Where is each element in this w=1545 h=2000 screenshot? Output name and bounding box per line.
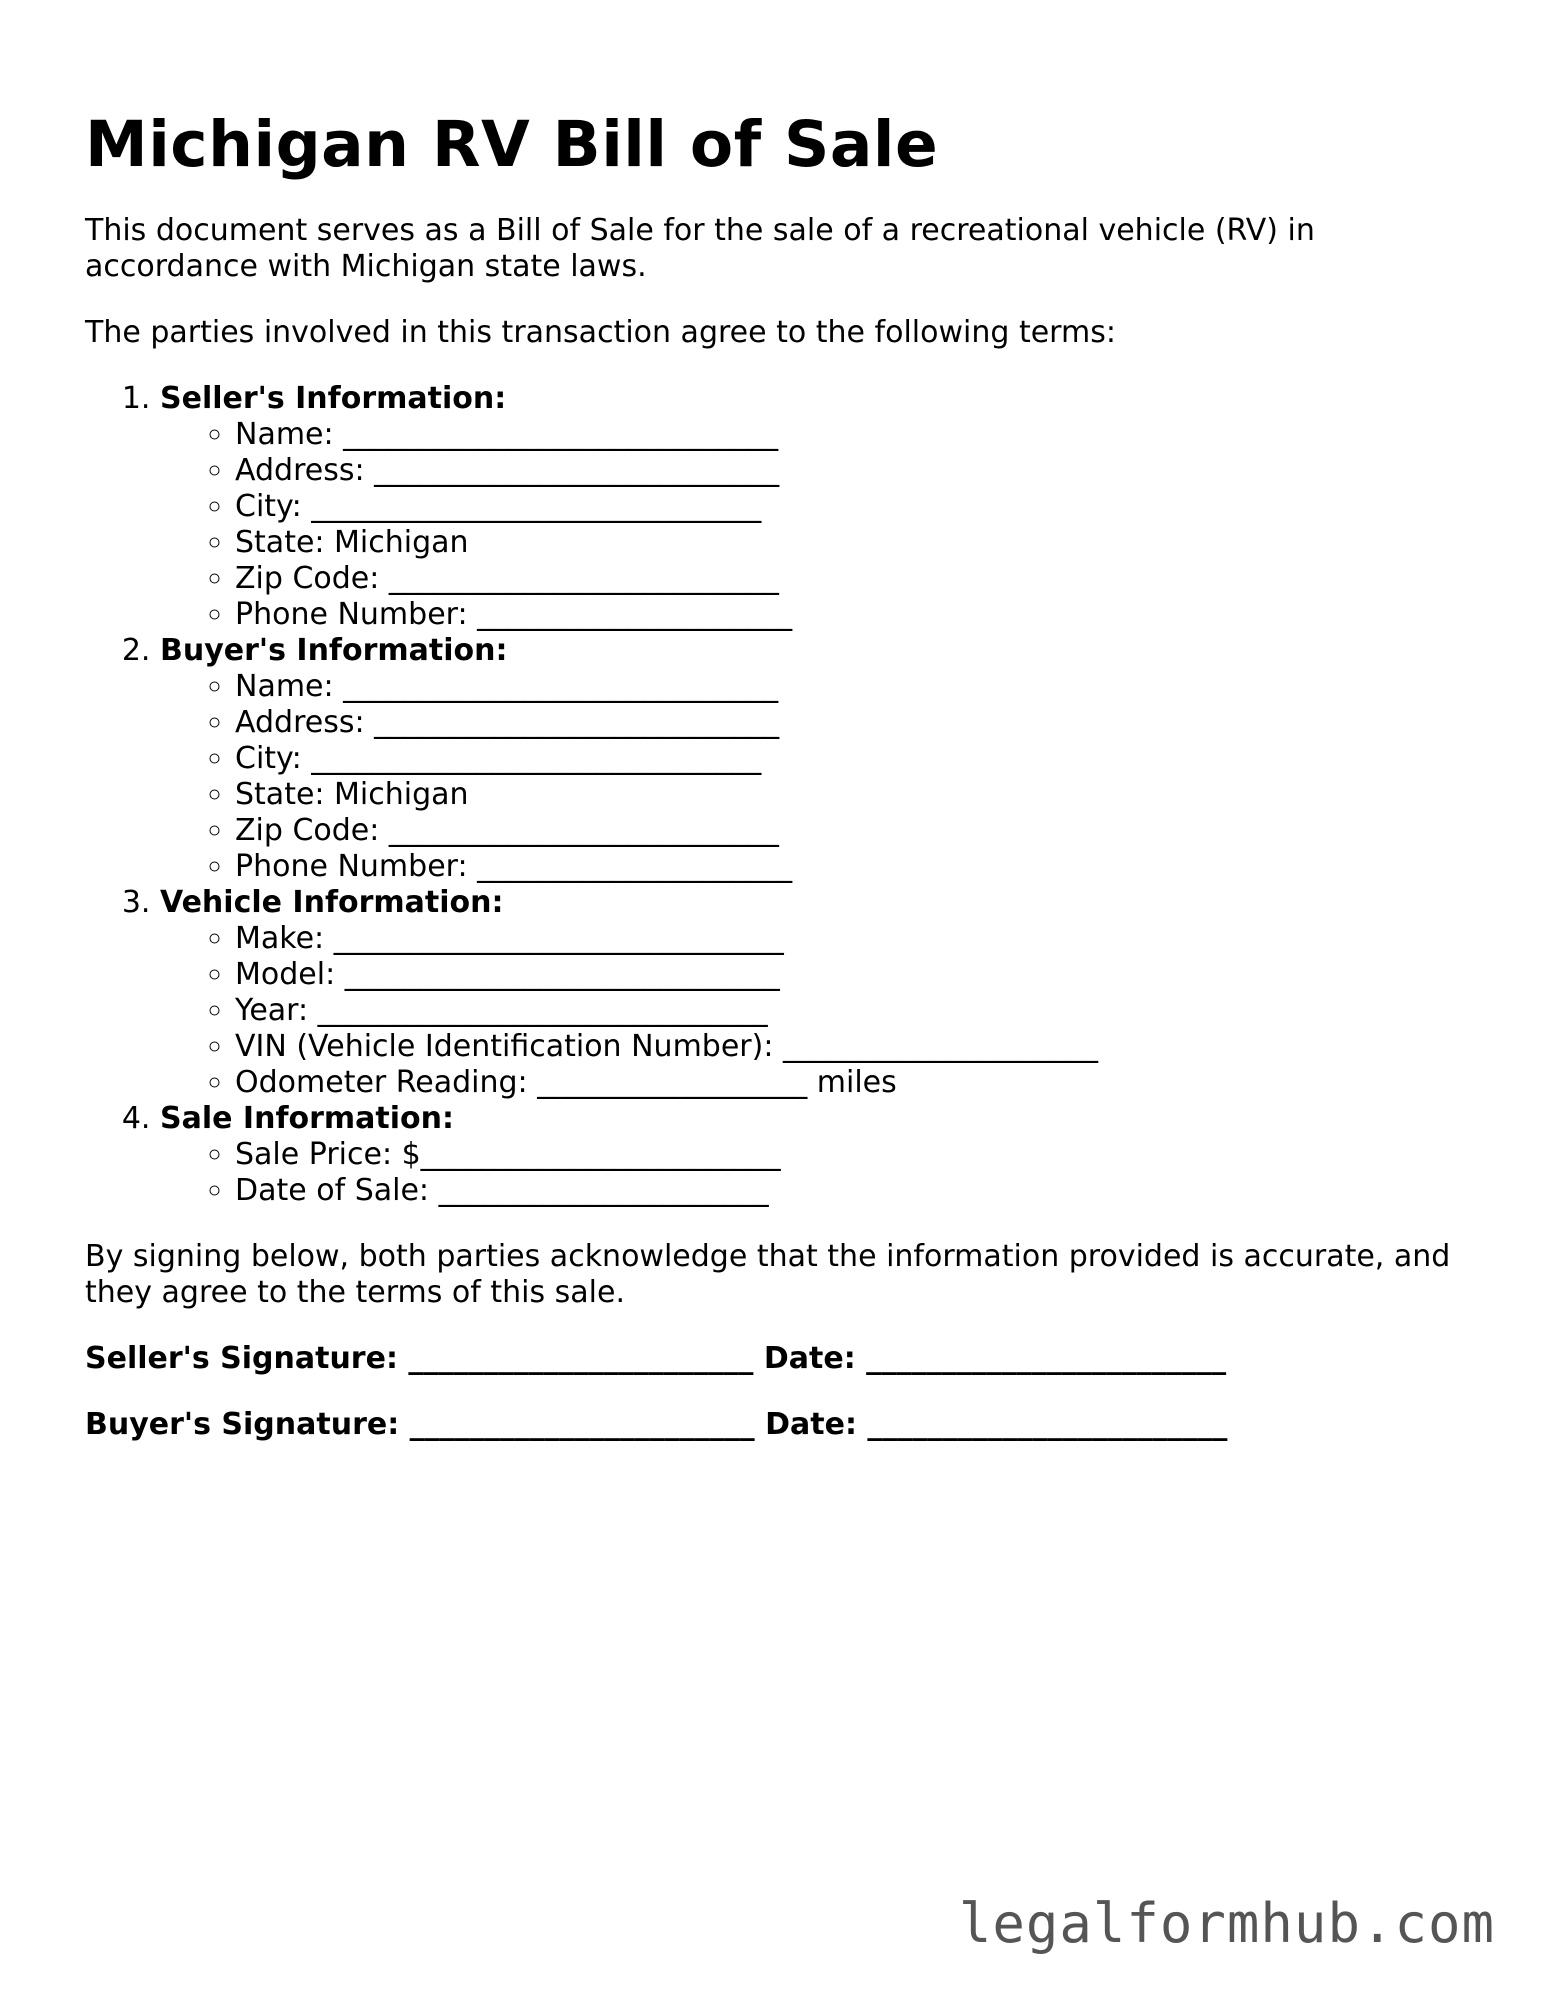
section-vehicle-information [160, 885, 1485, 1101]
acknowledgement-paragraph: By signing below, both parties acknowledge that the information provided is accurate, and they agree to the terms of this sale. [85, 1239, 1451, 1310]
section-sellers-information [160, 381, 1485, 633]
document-page [85, 105, 1485, 1443]
blank-line[interactable]: ___________________________ [374, 453, 780, 488]
blank-line[interactable]: ________________________ [420, 1137, 781, 1172]
seller-signature-label: Seller's Signature: [85, 1341, 398, 1376]
buyer-signature-line[interactable]: _______________________ [409, 1407, 755, 1442]
blank-line[interactable]: _____________________ [782, 1029, 1098, 1064]
seller-signature-line[interactable]: _______________________ [408, 1341, 754, 1376]
blank-line[interactable]: _____________________________ [344, 957, 780, 992]
watermark: legalformhub.com [958, 1892, 1495, 1955]
section-heading: Buyer's Information: [160, 633, 508, 668]
blank-line[interactable]: __________________________ [388, 561, 779, 596]
blank-line[interactable]: ______________________________ [333, 921, 784, 956]
vehicle-model-field[interactable]: ◦ Model: _____________________________ [235, 957, 1485, 993]
sale-date-field[interactable]: ◦ Date of Sale: ______________________ [235, 1173, 1485, 1209]
intro-paragraph: This document serves as a Bill of Sale for the sale of a recreational vehicle (RV) in accordance with Michigan state laws. [85, 213, 1315, 284]
section-heading: Vehicle Information: [160, 885, 504, 920]
terms-intro: The parties involved in this transaction agree to the following terms: [85, 315, 1116, 350]
buyer-address-field[interactable]: ◦ Address: ___________________________ [235, 705, 1485, 741]
blank-line[interactable]: ______________________ [438, 1173, 769, 1208]
buyer-phone-field[interactable]: ◦ Phone Number: _____________________ [235, 849, 1485, 885]
blank-line[interactable]: __________________________ [388, 813, 779, 848]
sale-fields [160, 1137, 1485, 1209]
buyer-state-field: ◦ State: Michigan [235, 777, 1485, 813]
buyer-signature-row [85, 1407, 1485, 1443]
vehicle-fields [160, 921, 1485, 1101]
blank-line[interactable]: ______________________________ [311, 489, 762, 524]
seller-name-field[interactable]: ◦ Name: _____________________________ [235, 417, 1485, 453]
terms-list [85, 381, 1485, 1209]
seller-city-field[interactable]: ◦ City: ______________________________ [235, 489, 1485, 525]
section-buyers-information [160, 633, 1485, 885]
sale-price-field[interactable]: ◦ Sale Price: $________________________ [235, 1137, 1485, 1173]
seller-phone-field[interactable]: ◦ Phone Number: _____________________ [235, 597, 1485, 633]
buyer-fields [160, 669, 1485, 885]
page-title: Michigan RV Bill of Sale [85, 108, 939, 181]
blank-line[interactable]: _____________________________ [343, 669, 779, 704]
seller-signature-row [85, 1341, 1485, 1377]
seller-date-line[interactable]: ________________________ [866, 1341, 1227, 1376]
section-heading: Sale Information: [160, 1101, 454, 1136]
vehicle-vin-field[interactable]: ◦ VIN (Vehicle Identification Number): _____________________ [235, 1029, 1485, 1065]
seller-zip-field[interactable]: ◦ Zip Code: __________________________ [235, 561, 1485, 597]
buyer-zip-field[interactable]: ◦ Zip Code: __________________________ [235, 813, 1485, 849]
vehicle-make-field[interactable]: ◦ Make: ______________________________ [235, 921, 1485, 957]
seller-date-label: Date: [763, 1341, 856, 1376]
blank-line[interactable]: _____________________ [477, 597, 793, 632]
blank-line[interactable]: ______________________________ [311, 741, 762, 776]
buyer-date-line[interactable]: ________________________ [867, 1407, 1228, 1442]
buyer-name-field[interactable]: ◦ Name: _____________________________ [235, 669, 1485, 705]
seller-state-field: ◦ State: Michigan [235, 525, 1485, 561]
vehicle-year-field[interactable]: ◦ Year: ______________________________ [235, 993, 1485, 1029]
seller-address-field[interactable]: ◦ Address: ___________________________ [235, 453, 1485, 489]
buyer-signature-label: Buyer's Signature: [85, 1407, 400, 1442]
blank-line[interactable]: _____________________________ [343, 417, 779, 452]
blank-line[interactable]: ______________________________ [317, 993, 768, 1028]
blank-line[interactable]: ___________________________ [374, 705, 780, 740]
vehicle-odometer-field[interactable]: ◦ Odometer Reading: __________________ miles [235, 1065, 1485, 1101]
section-heading: Seller's Information: [160, 381, 507, 416]
seller-fields [160, 417, 1485, 633]
section-sale-information [160, 1101, 1485, 1209]
blank-line[interactable]: __________________ miles [537, 1065, 897, 1100]
blank-line[interactable]: _____________________ [477, 849, 793, 884]
buyer-date-label: Date: [765, 1407, 857, 1442]
buyer-city-field[interactable]: ◦ City: ______________________________ [235, 741, 1485, 777]
